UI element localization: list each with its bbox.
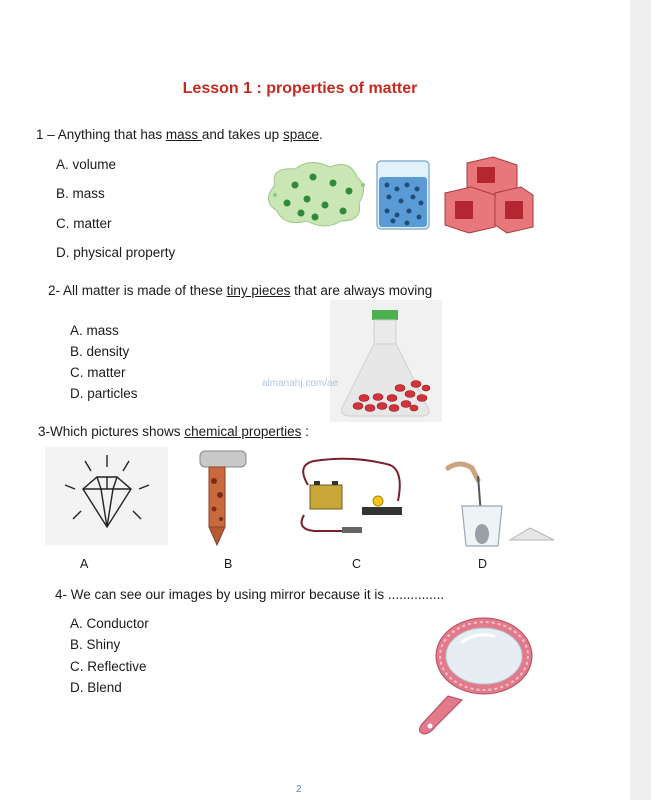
q1-suffix: .: [318, 127, 323, 142]
watermark: almanahj.com/ae: [262, 378, 339, 389]
q2-prefix: 2- All matter is made of these: [48, 283, 227, 298]
q2-underline-tiny-pieces: tiny pieces: [226, 283, 291, 298]
picture-label-d: D: [478, 557, 488, 571]
question-2: [48, 283, 432, 298]
q4-option-a[interactable]: A. Conductor: [70, 616, 149, 631]
hand-mirror-illustration: [410, 612, 536, 736]
q2-option-a[interactable]: A. mass: [70, 323, 119, 338]
q2-option-d[interactable]: D. particles: [70, 386, 138, 401]
q3-underline-chemical-properties: chemical properties: [184, 424, 302, 439]
liquid-beaker: [377, 161, 429, 229]
q4-option-d[interactable]: D. Blend: [70, 680, 122, 695]
question-3: [38, 424, 309, 439]
q1-prefix: 1 – Anything that has: [36, 127, 166, 142]
q3-suffix: :: [301, 424, 309, 439]
lesson-title: Lesson 1 : properties of matter: [182, 80, 418, 97]
question-1: [36, 127, 323, 142]
q1-option-d[interactable]: D. physical property: [56, 245, 176, 260]
states-of-matter-illustration: [255, 155, 535, 237]
picture-d-dissolving-solution[interactable]: [438, 458, 560, 550]
picture-b-rusty-nail[interactable]: [196, 447, 252, 547]
q4-option-b[interactable]: B. Shiny: [70, 637, 121, 652]
picture-label-a: A: [80, 557, 89, 571]
flask-particles-illustration: [330, 300, 442, 422]
q2-option-b[interactable]: B. density: [70, 344, 130, 359]
picture-label-c: C: [352, 557, 362, 571]
q4-option-c[interactable]: C. Reflective: [70, 659, 147, 674]
q2-suffix: that are always moving: [290, 283, 433, 298]
q1-middle: and takes up: [201, 127, 283, 142]
picture-c-battery-circuit[interactable]: [294, 455, 408, 537]
q1-option-b[interactable]: B. mass: [56, 186, 105, 201]
picture-label-b: B: [224, 557, 233, 571]
q1-underline-mass: mass: [165, 127, 202, 142]
solid-cubes: [445, 157, 533, 233]
q2-option-c[interactable]: C. matter: [70, 365, 126, 380]
page-number: 2: [296, 784, 302, 795]
page-edge-strip: [630, 0, 651, 800]
gas-particles-cloud: [268, 162, 365, 226]
q1-underline-space: space: [282, 127, 319, 142]
q3-prefix: 3-Which pictures shows: [38, 424, 185, 439]
question-4: 4- We can see our images by using mirror because it is ...............: [55, 587, 445, 602]
picture-a-diamond[interactable]: [45, 447, 168, 545]
q1-option-c[interactable]: C. matter: [56, 216, 112, 231]
q1-option-a[interactable]: A. volume: [56, 157, 117, 172]
